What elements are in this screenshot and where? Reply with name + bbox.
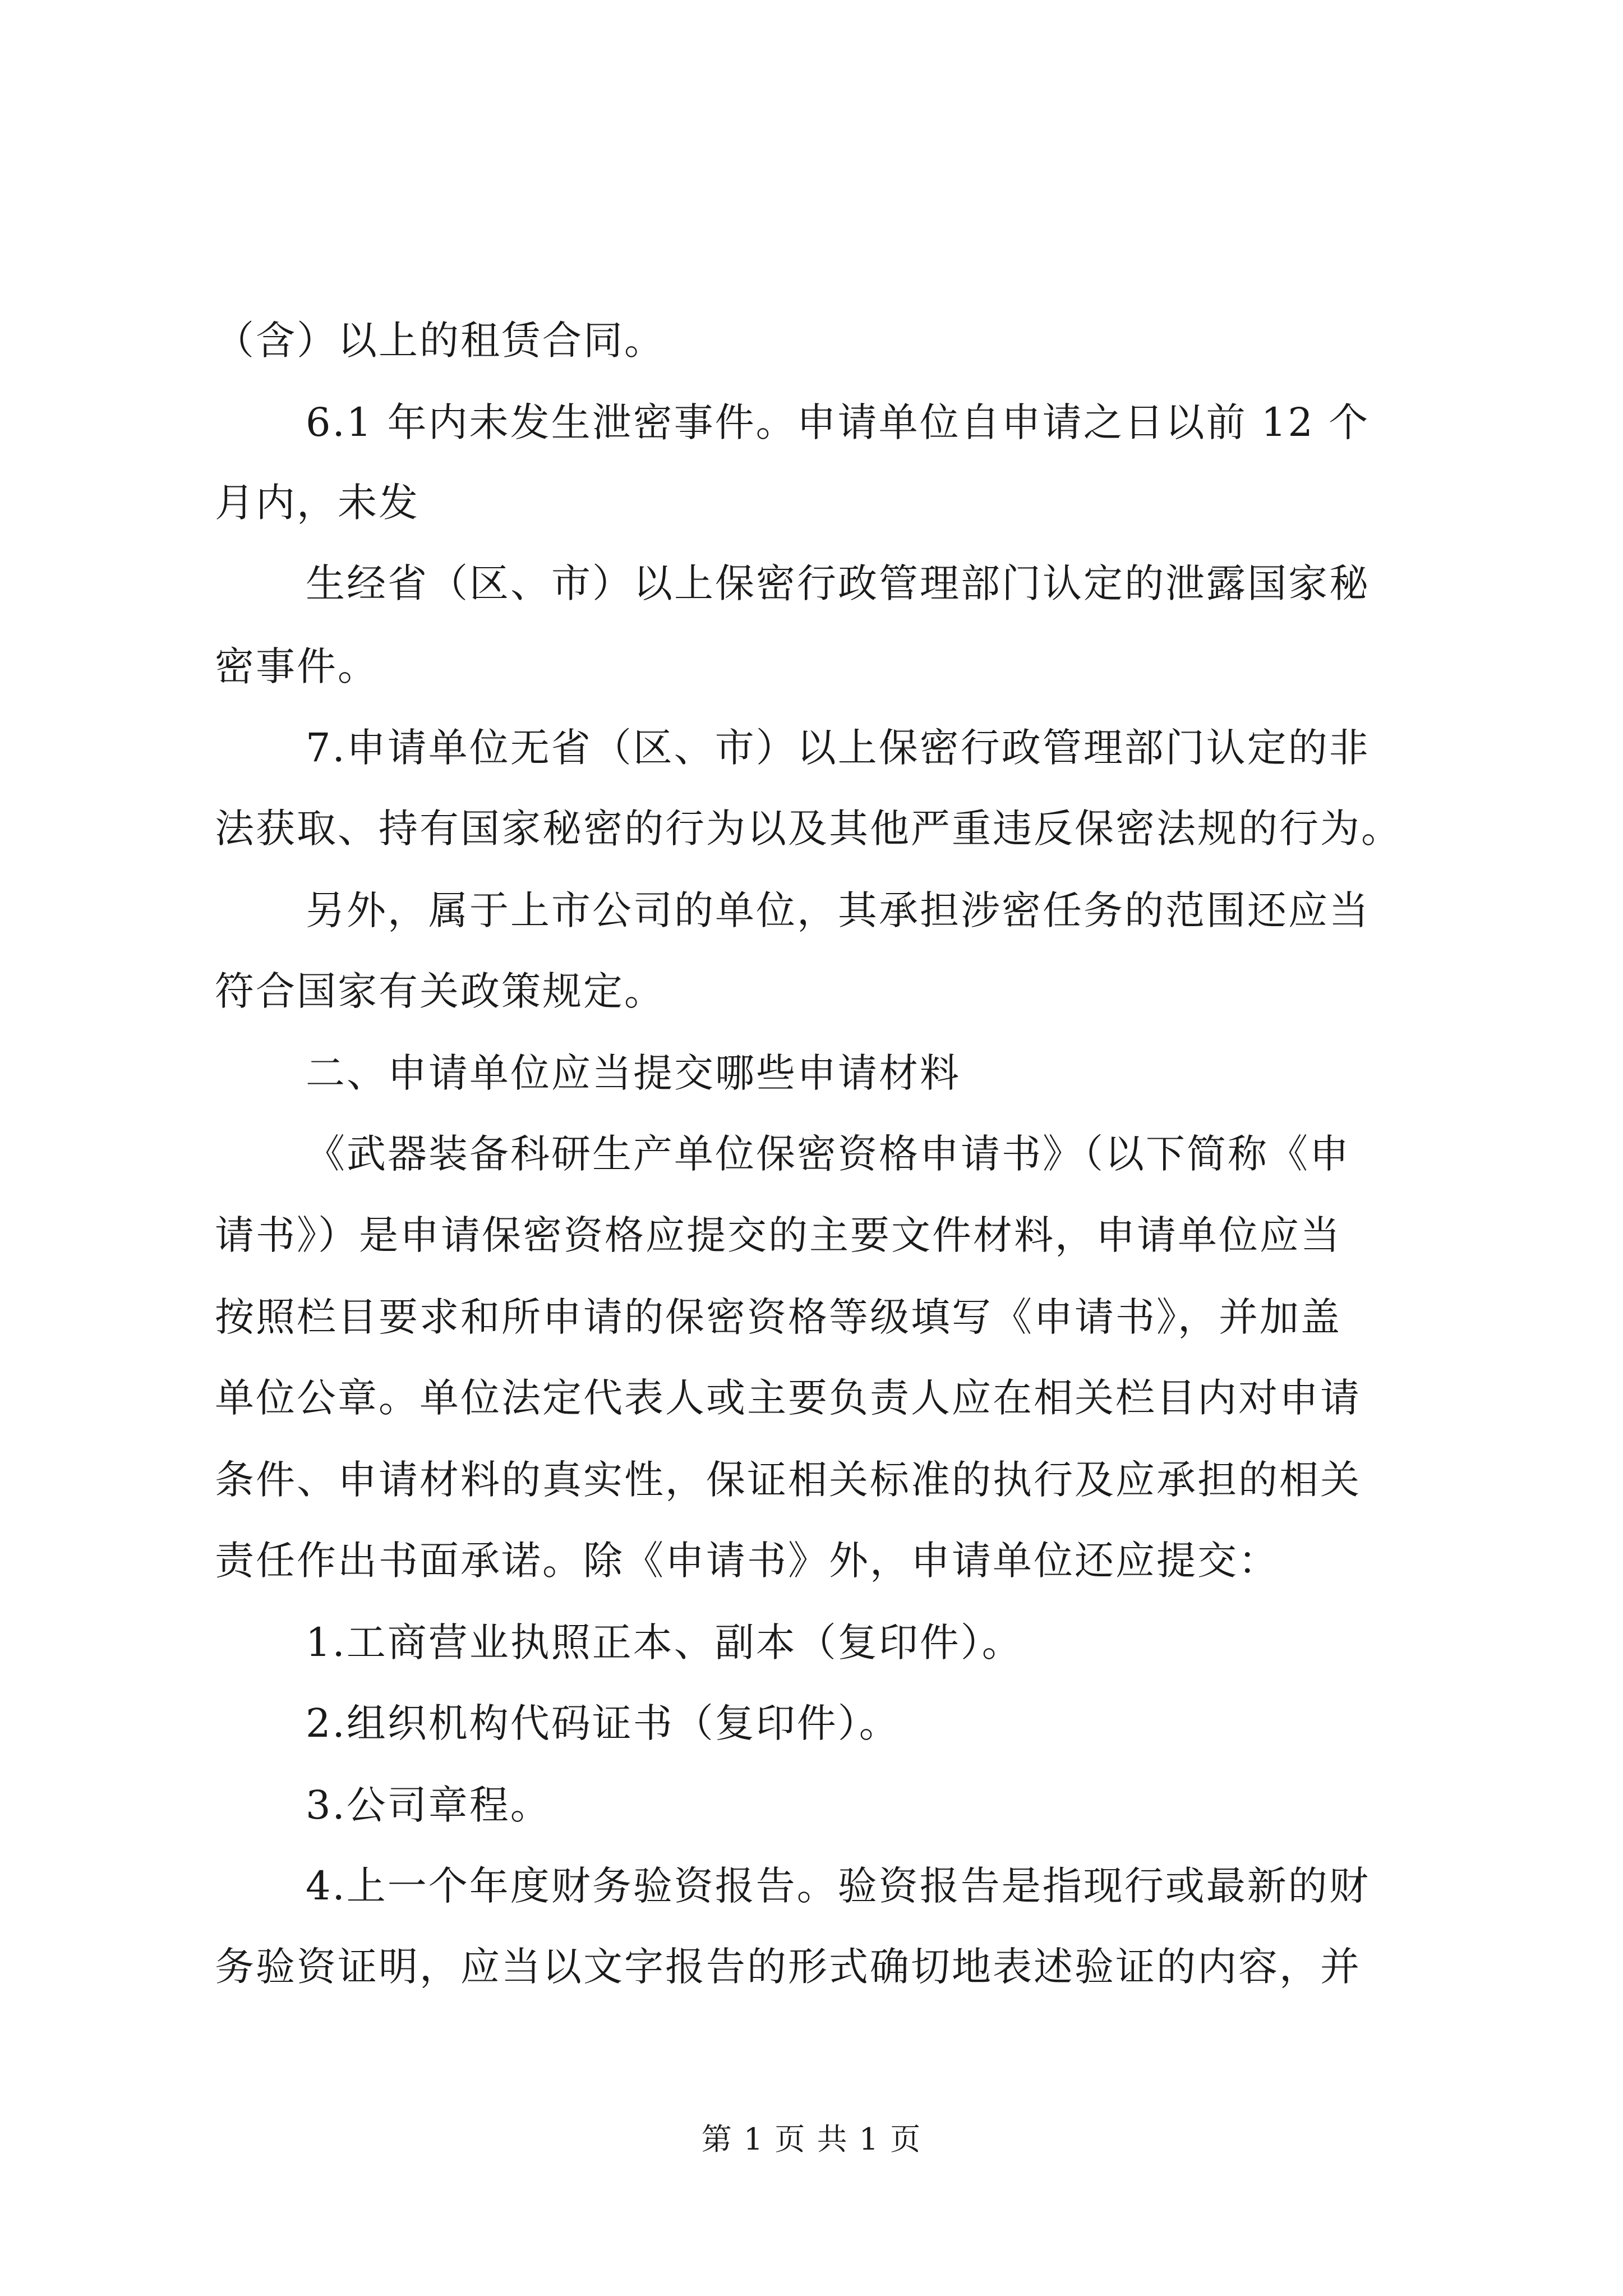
text-line: 法获取、持有国家秘密的行为以及其他严重违反保密法规的行为。 bbox=[215, 806, 1402, 852]
page-footer: 第 1 页 共 1 页 bbox=[701, 2122, 922, 2157]
text-line: 另外，属于上市公司的单位，其承担涉密任务的范围还应当 bbox=[306, 887, 1370, 933]
text-line: 月内，未发 bbox=[215, 480, 419, 526]
list-item: 2.组织机构代码证书（复印件）。 bbox=[306, 1700, 900, 1746]
text-line: 密事件。 bbox=[215, 643, 379, 689]
list-item: 1.工商营业执照正本、副本（复印件）。 bbox=[306, 1619, 1023, 1665]
list-item: 3.公司章程。 bbox=[306, 1782, 551, 1828]
text-line: 单位公章。单位法定代表人或主要负责人应在相关栏目内对申请 bbox=[215, 1375, 1361, 1421]
text-line: 条件、申请材料的真实性，保证相关标准的执行及应承担的相关 bbox=[215, 1457, 1361, 1503]
text-line: 生经省（区、市）以上保密行政管理部门认定的泄露国家秘 bbox=[306, 560, 1370, 606]
text-line: 务验资证明，应当以文字报告的形式确切地表述验证的内容，并 bbox=[215, 1944, 1361, 1990]
text-line: 符合国家有关政策规定。 bbox=[215, 968, 665, 1014]
section-heading: 二、申请单位应当提交哪些申请材料 bbox=[306, 1050, 961, 1096]
text-line: 《武器装备科研生产单位保密资格申请书》（以下简称《申 bbox=[306, 1131, 1350, 1177]
text-line: 按照栏目要求和所申请的保密资格等级填写《申请书》，并加盖 bbox=[215, 1294, 1341, 1340]
text-line: 请书》）是申请保密资格应提交的主要文件材料，申请单位应当 bbox=[215, 1212, 1341, 1258]
text-line: （含）以上的租赁合同。 bbox=[215, 318, 665, 364]
list-item: 4.上一个年度财务验资报告。验资报告是指现行或最新的财 bbox=[306, 1863, 1370, 1909]
text-line: 责任作出书面承诺。除《申请书》外，申请单位还应提交： bbox=[215, 1538, 1279, 1584]
text-line: 6.1 年内未发生泄密事件。申请单位自申请之日以前 12 个 bbox=[306, 399, 1370, 445]
text-line: 7.申请单位无省（区、市）以上保密行政管理部门认定的非 bbox=[306, 725, 1370, 771]
